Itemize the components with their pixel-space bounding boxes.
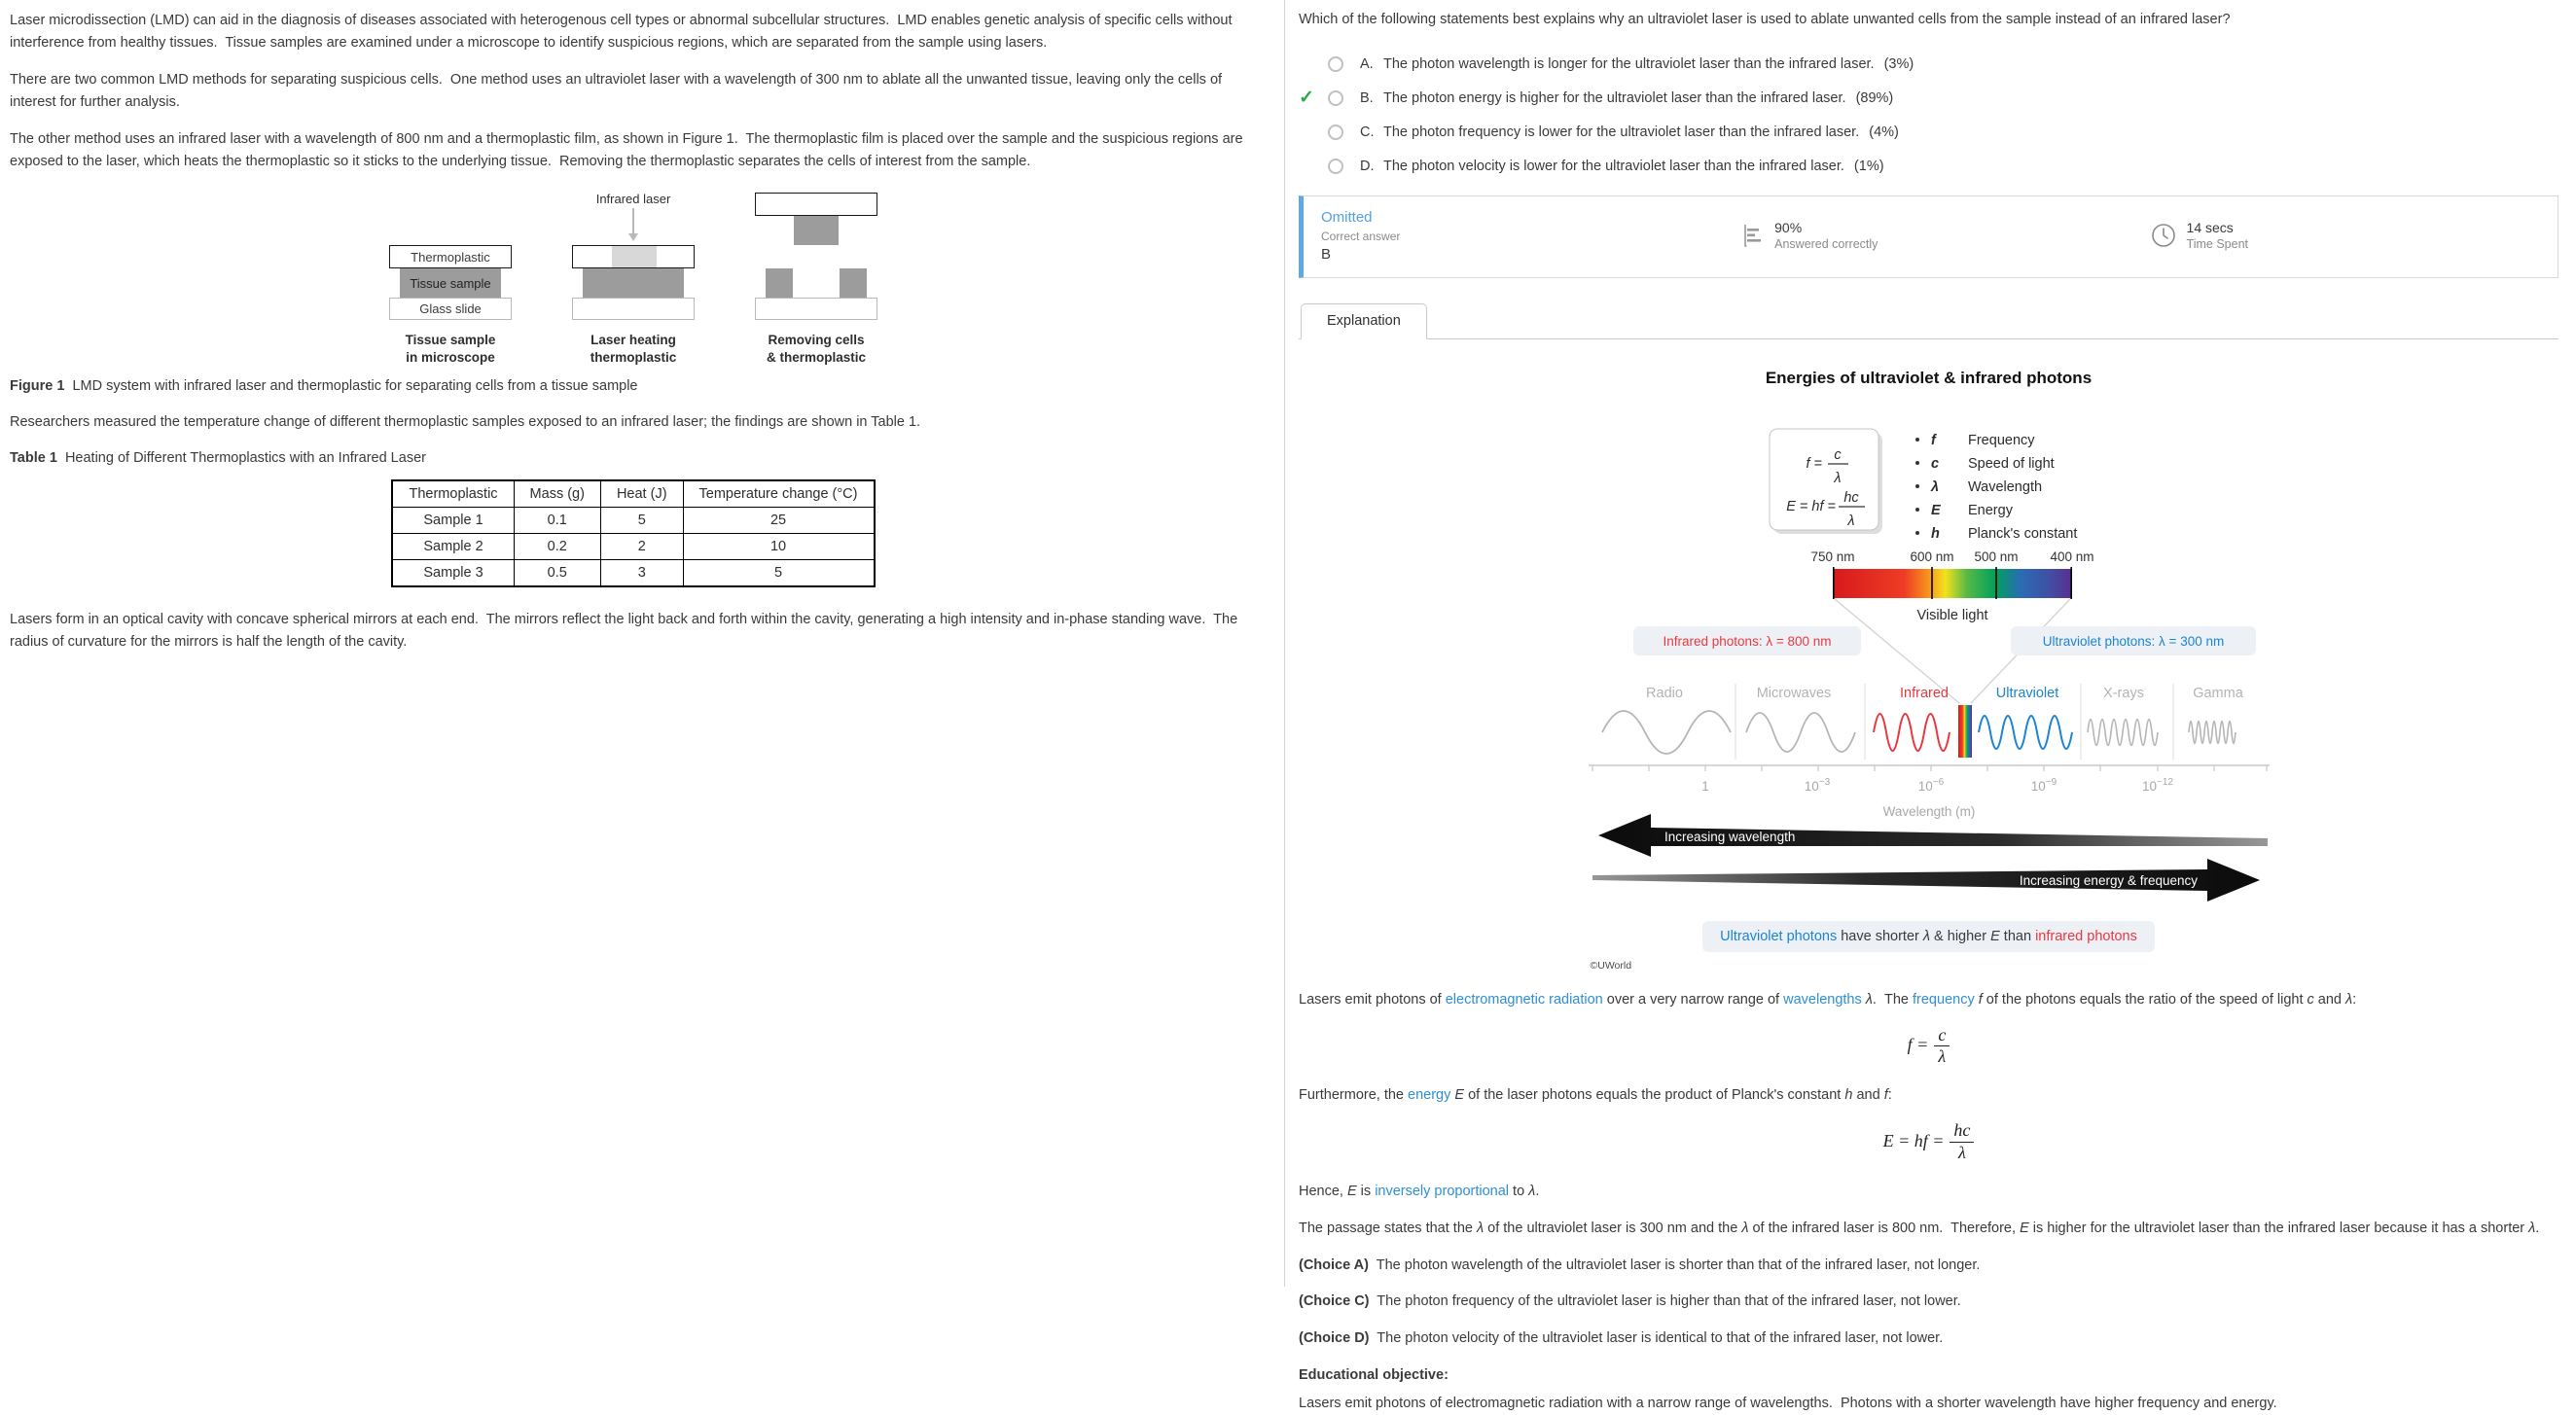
explanation-paragraph-4 — [1299, 1218, 2558, 1240]
diagram-svg — [1589, 402, 2270, 909]
text-segment: E — [1346, 1183, 1357, 1199]
cell: 25 — [683, 507, 874, 533]
em-spectrum-diagram — [1589, 369, 2270, 972]
band-gamma: Gamma — [2192, 685, 2243, 701]
infrared-callout — [1633, 626, 1861, 655]
text-segment: c — [2307, 991, 2314, 1008]
time-spent-label: Time Spent — [2186, 237, 2248, 252]
thermoplastic-removed — [755, 193, 877, 216]
text-segment: λ — [1476, 1220, 1485, 1236]
layer-stack — [755, 193, 877, 320]
uworld-credit: ©UWorld — [1590, 959, 1632, 972]
text-segment: The passage states that the — [1299, 1220, 1477, 1236]
cell-chunk-left — [766, 268, 793, 298]
legend-desc: Energy — [1967, 502, 2013, 518]
choice-letter: D. — [1360, 158, 1375, 174]
answered-correctly-block — [1741, 209, 2149, 263]
explanation-paragraph-1 — [1299, 989, 2558, 1011]
axis-tick-1e-6: $10^{-6}$ — [1917, 776, 1944, 794]
text-segment: of the infrared laser is 800 nm. Therefore, — [1748, 1220, 2021, 1236]
nm-tick-750: 750 nm — [1809, 548, 1855, 564]
result-stats-card — [1299, 195, 2558, 278]
col-header: Mass (g) — [514, 480, 600, 508]
tissue-sample-layer — [400, 268, 501, 298]
clock-icon — [2150, 222, 2177, 249]
band-xrays: X-rays — [2102, 685, 2144, 701]
glass-slide-layer — [389, 298, 512, 320]
choice-row-c[interactable] — [1299, 123, 2558, 142]
cell: 0.2 — [514, 533, 600, 559]
cell: 0.1 — [514, 507, 600, 533]
text-segment: h — [1844, 1087, 1853, 1104]
tab-bar — [1299, 303, 2558, 339]
text-segment: λ — [2345, 991, 2353, 1008]
choice-percent: (3%) — [1883, 55, 1914, 72]
nm-tick-600: 600 nm — [1909, 548, 1954, 564]
table-row — [392, 559, 874, 586]
choice-radio[interactable] — [1328, 124, 1343, 140]
increasing-energy-arrow — [1592, 859, 2260, 902]
panel-caption: Removing cells & thermoplastic — [766, 333, 867, 365]
percent-correct-label: Answered correctly — [1774, 237, 1878, 252]
band-infrared: Infrared — [1899, 685, 1949, 701]
ultraviolet-callout — [2011, 626, 2256, 655]
cell: Sample 3 — [392, 559, 514, 586]
formula-f-lhs: f = — [1805, 455, 1822, 472]
correct-answer-label: Correct answer — [1321, 229, 1401, 243]
col-header: Temperature change (°C) — [683, 480, 874, 508]
text-segment: Hence, — [1299, 1183, 1347, 1199]
correct-check-icon: ✓ — [1299, 88, 1314, 109]
cell: 2 — [600, 533, 683, 559]
explanation-paragraph-3 — [1299, 1181, 2558, 1203]
choice-text: The photon velocity is lower for the ultraviolet laser than the infrared laser. — [1383, 158, 1844, 174]
layer-stack — [389, 245, 512, 320]
cell: 0.5 — [514, 559, 600, 586]
formula-e-den: λ — [1846, 513, 1855, 529]
col-header: Thermoplastic — [392, 480, 514, 508]
figure-1 — [389, 192, 877, 366]
figure-panel-removal — [755, 193, 877, 366]
time-spent-value: 14 secs — [2186, 220, 2234, 236]
microwave-wave — [1746, 713, 1855, 752]
text-segment: λ — [1865, 991, 1873, 1008]
panel-caption: Laser heating thermoplastic — [590, 333, 677, 365]
text-segment: Lasers emit photons of — [1299, 991, 1446, 1008]
remaining-cells-row — [766, 268, 867, 298]
increasing-wavelength-label: Increasing wavelength — [1664, 829, 1795, 844]
legend-desc: Planck's constant — [1967, 525, 2077, 542]
text-segment: is higher for the ultraviolet laser than the infrared laser because it has a shorter — [2028, 1220, 2529, 1236]
diagram-caption — [1702, 921, 2155, 952]
link[interactable]: energy — [1408, 1087, 1451, 1104]
radio-wave — [1602, 711, 1731, 754]
cell: 3 — [600, 559, 683, 586]
legend-sym: E — [1930, 502, 1941, 518]
link[interactable]: electromagnetic radiation — [1445, 991, 1603, 1008]
legend-sym: λ — [1930, 478, 1939, 495]
explanation-content — [1299, 339, 2558, 1415]
text-segment: λ — [2528, 1220, 2536, 1236]
text-segment: λ — [1741, 1220, 1749, 1236]
wavelength-axis — [1589, 765, 2270, 819]
text-segment: & higher — [1930, 928, 1991, 944]
explanation-choice-c — [1299, 1291, 2558, 1313]
figure-panel-laser-heating — [572, 192, 695, 366]
infrared-callout-text: Infrared photons: λ = 800 nm — [1663, 633, 1831, 649]
choice-text: The photon frequency is lower for the ultraviolet laser than the infrared laser. — [1383, 124, 1860, 140]
text-segment: E — [1454, 1087, 1465, 1104]
correct-answer-value: B — [1321, 245, 1332, 263]
explanation-paragraph-2 — [1299, 1084, 2558, 1107]
answered-correctly-text — [1774, 220, 1878, 251]
cell: Sample 1 — [392, 507, 514, 533]
glass-slide-layer — [755, 298, 877, 320]
bar-chart-icon — [1741, 222, 1765, 249]
axis-ticks — [1592, 765, 2267, 771]
choice-row-d[interactable] — [1299, 157, 2558, 176]
explanation-text — [1299, 989, 2558, 1415]
nm-tick-500: 500 nm — [1973, 548, 2019, 564]
nm-tick-400: 400 nm — [2049, 548, 2094, 564]
question-text: Which of the following statements best explains why an ultraviolet laser is used to ablate unwanted cells from the sample instead of an infrared laser? — [1299, 12, 2231, 27]
ultraviolet-callout-text: Ultraviolet photons: λ = 300 nm — [2042, 633, 2224, 649]
cell: Sample 2 — [392, 533, 514, 559]
table-row — [392, 533, 874, 559]
text-segment: Ultraviolet photons — [1720, 928, 1838, 944]
axis-tick-1e-12: $10^{-12}$ — [2141, 776, 2173, 794]
legend-sym: f — [1930, 432, 1936, 448]
col-header: Heat (J) — [600, 480, 683, 508]
text-segment: over a very narrow range of — [1602, 991, 1784, 1008]
choice-percent: (1%) — [1853, 158, 1884, 174]
text-segment: : — [2352, 991, 2357, 1008]
text-segment: infrared photons — [2035, 928, 2137, 944]
thermoplastic-layer — [389, 245, 512, 268]
formula-e-lhs: E = hf = — [1785, 498, 1836, 514]
glass-slide-layer — [572, 298, 695, 320]
cell: 10 — [683, 533, 874, 559]
text-segment: . The — [1872, 991, 1914, 1008]
choice-letter: A. — [1360, 55, 1374, 72]
percent-correct: 90% — [1774, 220, 1803, 236]
text-segment: is — [1356, 1183, 1376, 1199]
legend-desc: Speed of light — [1967, 455, 2055, 472]
ultraviolet-wave — [1979, 716, 2072, 749]
diagram-title: Energies of ultraviolet & infrared photons — [1765, 368, 2093, 387]
text-segment: and — [1852, 1087, 1884, 1104]
explanation-choice-a — [1299, 1255, 2558, 1277]
choice-radio[interactable] — [1328, 90, 1343, 106]
legend-sym: c — [1930, 455, 1939, 472]
band-microwaves: Microwaves — [1756, 685, 1831, 701]
choice-text: The photon wavelength is longer for the ultraviolet laser than the infrared laser. — [1383, 55, 1875, 72]
table-caption: Table 1 Heating of Different Thermoplastics with an Infrared Laser — [10, 450, 426, 467]
formula-e-num: hc — [1843, 489, 1859, 506]
passage-paragraph-2: There are two common LMD methods for separating suspicious cells. One method uses an ultraviolet laser with a wavelength of 300 nm to ablate all the unwanted tissue, leaving only the cells of interest for further analysis. — [10, 71, 1227, 110]
choice-percent: (89%) — [1855, 89, 1894, 106]
choice-letter: C. — [1360, 124, 1375, 140]
text-segment: E — [2020, 1220, 2029, 1236]
text-segment: λ — [1528, 1183, 1536, 1199]
legend-desc: Frequency — [1967, 432, 2035, 448]
choice-text: The photon energy is higher for the ultraviolet laser than the infrared laser. — [1383, 89, 1846, 106]
formula-f-num: c — [1833, 446, 1842, 463]
passage-paragraph-1: Laser microdissection (LMD) can aid in the diagnosis of diseases associated with heterogenous cell types or abnormal subcellular structures. LMD enables genetic analysis of specific cells without interference from healthy tissues. Tissue samples are examined under a microscope to identify suspicious regions, which are separated from the sample using lasers. — [10, 13, 1236, 51]
text-segment: The photon frequency of the ultraviolet laser is higher than that of the infrared laser, not lower. — [1369, 1293, 1961, 1310]
educational-objective-label: Educational objective: — [1299, 1367, 1449, 1384]
band-ultraviolet: Ultraviolet — [1995, 685, 2058, 701]
figure-panel-microscope — [389, 245, 512, 366]
tissue-sample-label: Tissue sample — [410, 275, 491, 291]
increasing-wavelength-arrow — [1598, 814, 2268, 857]
time-spent-block — [2150, 209, 2558, 263]
glass-slide-label: Glass slide — [419, 301, 482, 317]
status-omitted: Omitted — [1321, 208, 1373, 226]
visible-light-label: Visible light — [1915, 607, 1988, 623]
passage-paragraph-4: Researchers measured the temperature change of different thermoplastic samples exposed to an infrared laser; the findings are shown in Table 1. — [10, 414, 921, 431]
tissue-sample-layer — [583, 268, 684, 298]
gamma-wave — [2189, 721, 2236, 743]
legend-sym: h — [1930, 525, 1940, 542]
thermoplastic-label: Thermoplastic — [411, 249, 490, 265]
axis-tick-1e-9: $10^{-9}$ — [2030, 776, 2057, 794]
table-1 — [391, 479, 875, 587]
infrared-laser-label: Infrared laser — [595, 192, 671, 207]
choice-row-a[interactable] — [1299, 54, 2558, 74]
text-segment: and — [2313, 991, 2345, 1008]
choice-letter: B. — [1360, 89, 1374, 106]
table-row — [392, 507, 874, 533]
text-segment: (Choice A) — [1299, 1256, 1369, 1273]
cell: 5 — [600, 507, 683, 533]
increasing-energy-label: Increasing energy & frequency — [2019, 872, 2198, 888]
symbol-legend — [1915, 433, 2077, 542]
axis-label: Wavelength (m) — [1882, 803, 1975, 819]
link[interactable]: wavelengths — [1783, 991, 1862, 1008]
table-header-row — [392, 480, 874, 508]
text-segment: . — [2535, 1220, 2540, 1236]
text-segment: have shorter — [1837, 928, 1923, 944]
result-status-block — [1321, 209, 1741, 263]
axis-tick-1: 1 — [1700, 778, 1709, 794]
text-segment: of the ultraviolet laser is 300 nm and the — [1484, 1220, 1742, 1236]
cell: 5 — [683, 559, 874, 586]
text-segment: of the laser photons equals the product of Planck's constant — [1464, 1087, 1845, 1104]
link[interactable]: frequency — [1913, 991, 1975, 1008]
text-segment: (Choice D) — [1299, 1330, 1370, 1347]
explanation-choice-d — [1299, 1327, 2558, 1350]
text-segment: The photon wavelength of the ultraviolet laser is shorter than that of the infrared laser, not longer. — [1368, 1256, 1981, 1273]
choice-radio[interactable] — [1328, 56, 1343, 72]
text-segment: f — [1978, 991, 1983, 1008]
cell-chunk-right — [840, 268, 867, 298]
passage-paragraph-5: Lasers form in an optical cavity with concave spherical mirrors at each end. The mirrors reflect the light back and forth within the cavity, generating a high intensity and in-phase standing wave. The radius of curvature for the mirrors is half the length of the cavity. — [10, 611, 1242, 650]
text-segment: . — [1535, 1183, 1540, 1199]
question-pane — [1284, 0, 2576, 1412]
choice-radio[interactable] — [1328, 159, 1343, 174]
text-segment: (Choice C) — [1299, 1293, 1370, 1310]
removed-cells-chunk — [794, 216, 839, 245]
formula-f-den: λ — [1833, 470, 1842, 486]
text-segment: Furthermore, the — [1299, 1087, 1409, 1104]
xray-wave — [2088, 719, 2158, 745]
text-segment: f — [1883, 1087, 1888, 1104]
tab-explanation[interactable]: Explanation — [1301, 303, 1427, 339]
band-radio: Radio — [1645, 685, 1683, 701]
link[interactable]: inversely proportional — [1375, 1183, 1510, 1199]
formula-card — [1770, 429, 1882, 534]
text-segment: : — [1887, 1087, 1892, 1104]
axis-tick-1e-3: $10^{-3}$ — [1804, 776, 1830, 794]
formula-energy: E = hf = $\frac{hc}{\lambda}$ — [1299, 1121, 2558, 1163]
educational-objective-text: Lasers emit photons of electromagnetic radiation with a narrow range of wavelengths. Photons with a shorter wavelength have higher frequency and energy. — [1299, 1396, 2277, 1412]
visible-stripe — [1958, 705, 1972, 758]
choice-row-b[interactable] — [1299, 88, 2558, 108]
text-segment: E — [1990, 928, 2000, 944]
formula-frequency: f = $\frac{c}{\lambda}$ — [1299, 1026, 2558, 1068]
time-spent-text — [2187, 220, 2248, 251]
heated-spot — [612, 246, 657, 267]
text-segment: λ — [1922, 928, 1931, 944]
text-segment: than — [1999, 928, 2036, 944]
text-segment: to — [1509, 1183, 1529, 1199]
passage-pane — [0, 0, 1284, 1287]
infrared-wave — [1874, 714, 1950, 751]
layer-stack — [572, 245, 695, 320]
text-segment: of the photons equals the ratio of the speed of light — [1982, 991, 2308, 1008]
legend-desc: Wavelength — [1967, 478, 2042, 495]
panel-caption: Tissue sample in microscope — [405, 333, 496, 365]
figure-caption: Figure 1 LMD system with infrared laser and thermoplastic for separating cells from a tissue sample — [10, 377, 638, 394]
passage-paragraph-3: The other method uses an infrared laser with a wavelength of 800 nm and a thermoplastic film, as shown in Figure 1. The thermoplastic film is placed over the sample and the suspicious regions are exposed to the laser, which heats the thermoplastic so it sticks to the underlying tissue. Removing the thermoplastic separates the cells of interest from the sample. — [10, 130, 1247, 169]
choice-percent: (4%) — [1869, 124, 1899, 140]
text-segment: The photon velocity of the ultraviolet laser is identical to that of the infrared laser, not lower. — [1369, 1330, 1944, 1347]
thermoplastic-layer-heated — [572, 245, 695, 268]
